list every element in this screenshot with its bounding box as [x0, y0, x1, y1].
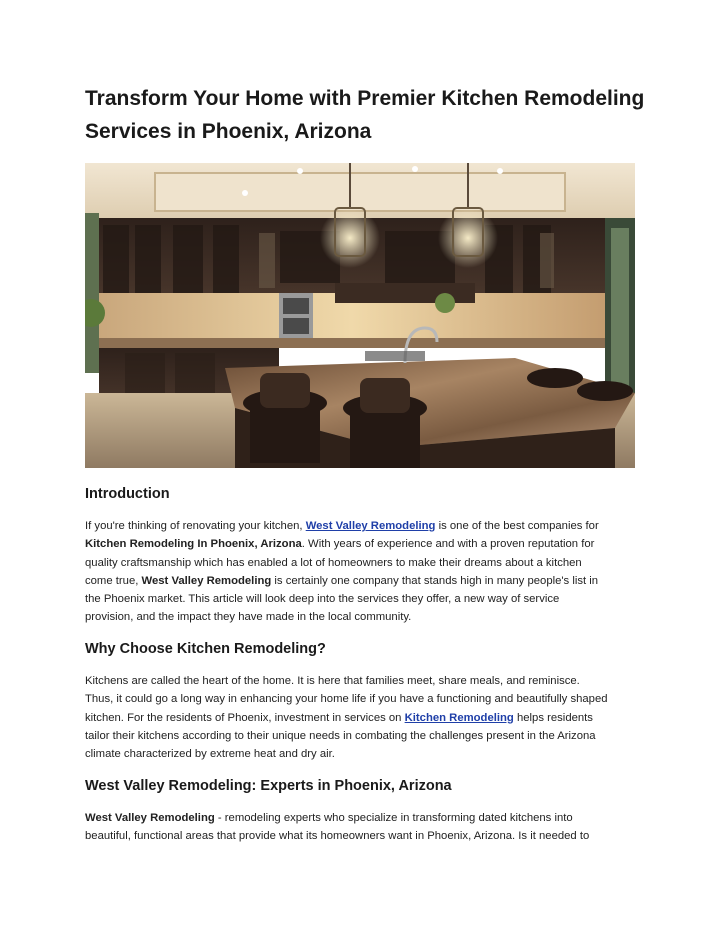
text: helps residents — [513, 711, 593, 724]
bold-text: West Valley Remodeling — [85, 812, 215, 824]
page-title: Transform Your Home with Premier Kitchen Remodeling Services in Phoenix, Arizona — [85, 87, 645, 143]
text: is one of the best companies for — [435, 520, 599, 532]
text: . With years of experience and with a proven reputation for — [301, 538, 595, 551]
text: the Phoenix market. This article will look deep into the services they offer, a new way of service — [85, 593, 560, 606]
text: beautiful, functional areas that provide what its homeowners want in Phoenix, Arizona. Is it needed to — [85, 830, 590, 843]
section-heading-west-valley-experts: West Valley Remodeling: Experts in Phoenix, Arizona — [85, 778, 452, 794]
bold-text: West Valley Remodeling — [141, 574, 272, 587]
introduction-paragraph — [85, 517, 641, 627]
text: is certainly one company that stands high in many people's list in — [271, 574, 599, 587]
section-heading-introduction: Introduction — [85, 486, 170, 502]
west-valley-remodeling-link[interactable]: West Valley Remodeling — [305, 520, 436, 532]
text: quality craftsmanship which has enabled a lot of homeowners to make their dreams about a kitchen — [85, 556, 582, 569]
text: - remodeling experts who specialize in transforming dated kitchens into — [214, 812, 573, 824]
text: Thus, it could go a long way in enhancing your home life if you have a functioning and beautifully shaped — [85, 693, 608, 706]
west-valley-experts-paragraph — [85, 809, 641, 846]
why-choose-paragraph — [85, 672, 641, 763]
text: tailor their kitchens according to their unique needs in combating the challenges present in the Arizona — [85, 729, 596, 742]
bold-text: Kitchen Remodeling In Phoenix, Arizona — [85, 538, 302, 551]
kitchen-hero-image — [85, 163, 635, 468]
text: kitchen. For the residents of Phoenix, investment in services on — [85, 711, 405, 724]
text: Kitchens are called the heart of the home. It is here that families meet, share meals, and reminisce. — [85, 675, 580, 687]
text: climate characterized by extreme heat and dry air. — [85, 748, 335, 761]
text: provision, and the impact they have made in the local community. — [85, 611, 412, 624]
kitchen-remodeling-link[interactable]: Kitchen Remodeling — [404, 711, 514, 724]
section-heading-why-choose: Why Choose Kitchen Remodeling? — [85, 641, 326, 657]
text: If you're thinking of renovating your kitchen, — [85, 520, 306, 532]
text: come true, — [85, 574, 142, 587]
